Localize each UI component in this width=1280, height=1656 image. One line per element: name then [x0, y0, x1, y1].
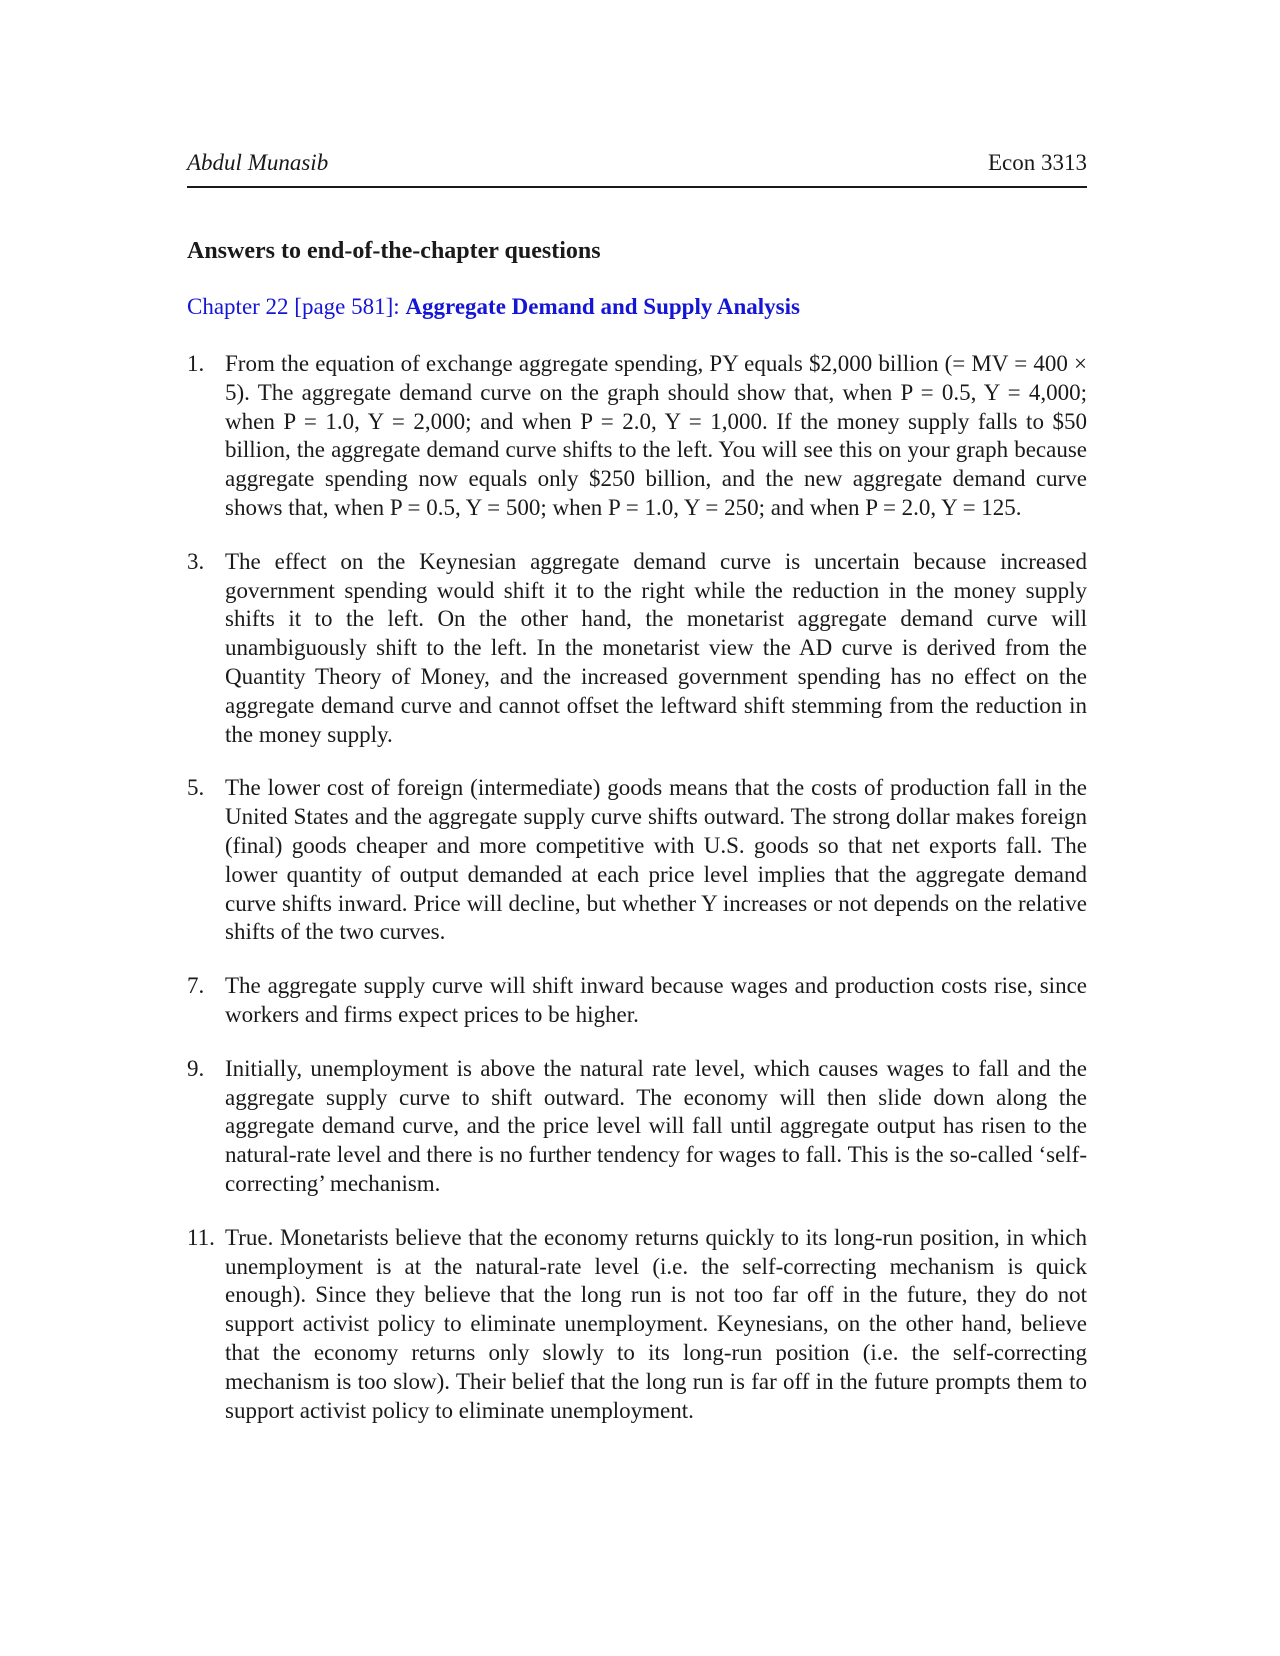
- answer-number: 7.: [187, 973, 205, 999]
- chapter-title: Aggregate Demand and Supply Analysis: [405, 294, 800, 319]
- answer-item: [187, 350, 1087, 523]
- page-header: [187, 150, 1087, 178]
- answer-item: [187, 548, 1087, 750]
- answer-text: The lower cost of foreign (intermediate) goods means that the costs of production fall in the United States and the aggregate supply curve shifts outward. The strong dollar makes foreign (final) goods cheaper and more competitive with U.S. goods so that net exports fall. The lower quantity of output demanded at each price level implies that the aggregate demand curve shifts inward. Price will decline, but whether Y increases or not depends on the relative shifts of the two curves.: [225, 775, 1087, 945]
- author-name: Abdul Munasib: [187, 150, 329, 175]
- answer-text: True. Monetarists believe that the economy returns quickly to its long-run position, in which unemployment is at the natural-rate level (i.e. the self-correcting mechanism is quick enough). Since they believe that the long run is not too far off in the future, they do not support activist policy to eliminate unemployment. Keynesians, on the other hand, believe that the economy returns only slowly to its long-run position (i.e. the self-correcting mechanism is too slow). Their belief that the long run is far off in the future prompts them to support activist policy to eliminate unemployment.: [225, 1224, 1087, 1423]
- chapter-heading: [187, 294, 800, 320]
- course-code: Econ 3313: [987, 150, 1087, 175]
- answer-number: 5.: [187, 775, 205, 801]
- answer-item: [187, 1224, 1087, 1426]
- chapter-reference: Chapter 22 [page 581]:: [187, 294, 406, 319]
- answer-text: The effect on the Keynesian aggregate demand curve is uncertain because increased government spending would shift it to the right while the reduction in the money supply shifts it to the left. On the other hand, the monetarist aggregate demand curve will unambiguously shift to the left. In the monetarist view the AD curve is derived from the Quantity Theory of Money, and the increased government spending has no effect on the aggregate demand curve and cannot offset the leftward shift stemming from the reduction in the money supply.: [225, 548, 1087, 747]
- answer-item: [187, 774, 1087, 947]
- answer-text: Initially, unemployment is above the natural rate level, which causes wages to fall and the aggregate supply curve to shift outward. The economy will then slide down along the aggregate demand curve, and the price level will fall until aggregate output has risen to the natural-rate level and there is no further tendency for wages to fall. This is the so-called ‘self-correcting’ mechanism.: [225, 1055, 1087, 1196]
- answer-number: 11.: [187, 1224, 215, 1250]
- answer-text: The aggregate supply curve will shift inward because wages and production costs rise, since workers and firms expect prices to be higher.: [225, 973, 1087, 1027]
- document-title: Answers to end-of-the-chapter questions: [187, 238, 601, 264]
- answer-number: 3.: [187, 548, 205, 574]
- answer-item: [187, 1055, 1087, 1199]
- answer-text: From the equation of exchange aggregate spending, PY equals $2,000 billion (= MV = 400 × 5). The aggregate demand curve on the graph should show that, when P = 0.5, Y = 4,000; when P = 1.0, Y = 2,000; and when P = 2.0, Y = 1,000. If the money supply falls to $50 billion, the aggregate demand curve shifts to the left. You will see this on your graph because aggregate spending now equals only $250 billion, and the new aggregate demand curve shows that, when P = 0.5, Y = 500; when P = 1.0, Y = 250; and when P = 2.0, Y = 125.: [225, 351, 1087, 520]
- answer-item: [187, 972, 1087, 1030]
- answer-number: 9.: [187, 1055, 205, 1081]
- header-rule: [187, 186, 1087, 188]
- answer-number: 1.: [187, 351, 205, 376]
- answer-list: [187, 350, 1087, 1450]
